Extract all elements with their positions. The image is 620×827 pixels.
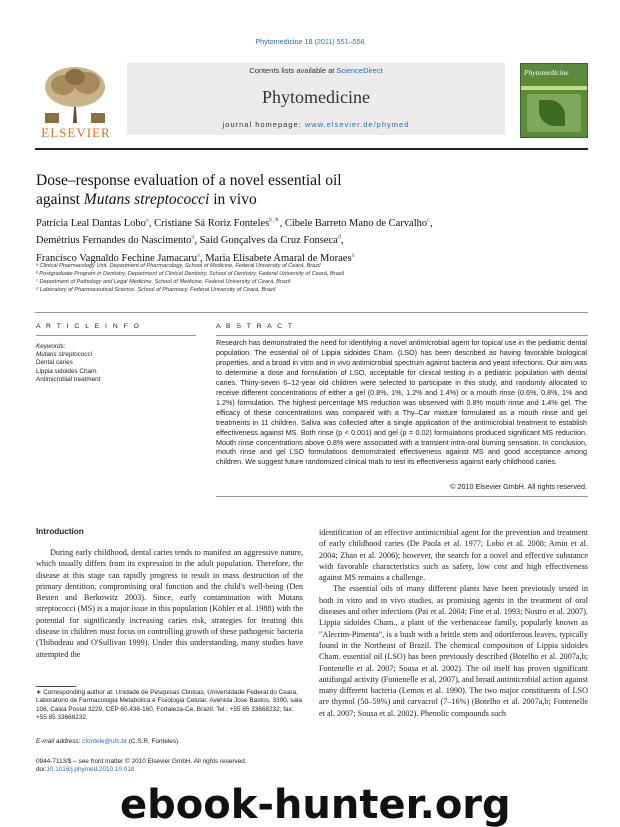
paragraph: identification of an effective antimicrobial agent for the prevention and treatment of early childhood caries (De Paola et al. 1977; Lobo et al. 2008; Amin et al. 2004; Zhan et al. 2006); however, the search for a novel and effective substance with favorable characteristics such as safety, low cost and high effectiveness against MS remains a challenge. xyxy=(319,528,588,583)
author-affiliation-marker[interactable]: a xyxy=(145,216,149,223)
copyright-line: © 2010 Elsevier GmbH. All rights reserved. xyxy=(450,482,587,491)
journal-homepage xyxy=(127,120,505,129)
author-affiliation-marker[interactable]: a xyxy=(351,251,355,258)
title-line-2-suffix: in vivo xyxy=(209,191,257,208)
introduction-heading: Introduction xyxy=(36,527,84,536)
body-column-right xyxy=(319,527,588,719)
title-line-2-prefix: against xyxy=(36,191,84,208)
sciencedirect-link[interactable]: ScienceDirect xyxy=(336,66,383,75)
abstract-rule xyxy=(216,335,588,336)
journal-header xyxy=(35,63,588,148)
doi-link[interactable]: 10.1016/j.phymed.2010.10.018 xyxy=(46,766,135,774)
homepage-prefix: journal homepage: xyxy=(222,120,305,129)
doi-line xyxy=(36,766,303,774)
affiliation: ᶜ Department of Pathology and Legal Medicine, School of Medicine, Federal University of Ceará, Brazil xyxy=(36,279,291,285)
abstract-text: Research has demonstrated the need for identifying a novel antimicrobial agent for topical use in the pediatric dental population. The essential oil of Lippia sidoides Cham. (LSO) has been described as having favorable biological properties, and a broad in vitro and in vivo antimicrobial spectrum against bacteria and yeast infections. Our aim was to determine a dose and formulation of LSO, acceptable for clinical testing in a pediatric population with dental caries. Thirty-seven 6–12-year old children were selected to participate in this study, and randomly allocated to receive different concentrations of either a gel (0.8%, 1%, 1.2% and 1.4%) or a mouth rinse (0.6%, 0.8%, 1% and 1.2%) formulation. The highest percentage MS reduction was observed with 0.8% mouth rinse and 1.4% gel. The efficacy of these concentrations was compared with a Thy–Car mixture formulated as a mouth rinse and gel treatments in 11 children. Saliva was collected after a single application of the antimicrobial treatment to establish effectiveness against MS. Both rinse (p < 0.001) and gel (p = 0.02) formulations produced significant MS reduction. Mouth rinse concentrations above 0.8% were associated with a transient intra-oral burning sensation. In conclusion, mouth rinse and gel LSO formulations demonstrated effectiveness against MS and good acceptance among children. We suggest future randomized clinical trials to test its effectiveness against early childhood caries. xyxy=(216,338,587,467)
keyword: Dental caries xyxy=(36,359,73,367)
keywords-block xyxy=(36,343,196,384)
corresponding-author-footnote: ∗ Corresponding author at: Unidade de Pesquisas Clinicas, Universidade Federal do Ceara, Laboratorio de Farmacologia Metabolica e Fisiologia Celular, Avenida Jose Bastos, 3390, sala 106, Caixa Postal 3229, CEP 60.436-160, Fortaleza-Ce, Brazil. Tel.: +55 85 33668232; fax: +55 85 33668232. xyxy=(36,689,302,721)
article-title xyxy=(36,171,576,209)
article-info-heading: A R T I C L E I N F O xyxy=(36,323,141,330)
author-affiliation-marker[interactable]: b,∗ xyxy=(269,216,280,223)
keyword: Mutans streptococci xyxy=(36,351,92,359)
journal-name: Phytomedicine xyxy=(262,87,370,107)
email-line xyxy=(36,738,303,745)
affiliation: ᵃ Clinical Pharmacology Unit, Department of Pharmacology, School of Medicine, Federal University of Ceará, Brazil xyxy=(36,263,321,269)
page-footer xyxy=(36,758,303,775)
journal-cover-thumbnail xyxy=(520,63,588,138)
affiliation: ᵇ Postgraduate Program in Dentistry, Department of Clinical Dentistry, School of Dentistry, Federal University of Ceará, Brazil xyxy=(36,271,344,277)
author[interactable]: Cristiane Sá Roriz Fonteles$^{b,∗}$, xyxy=(154,216,285,229)
abstract-bottom-rule xyxy=(216,496,588,497)
journal-citation[interactable]: Phytomedicine 18 (2011) 551–556 xyxy=(255,37,365,46)
watermark: ebook-hunter.org xyxy=(120,782,511,827)
keyword: Antimicrobial treatment xyxy=(36,375,101,383)
affiliation: ᵈ Laboratory of Pharmaceutical Science, School of Pharmacy, Federal University of Ceará, Brazil xyxy=(36,287,276,293)
author-list xyxy=(36,213,586,266)
author-affiliation-marker[interactable]: a xyxy=(191,233,195,241)
keyword: Lippia sidoides Cham. xyxy=(36,367,98,375)
paragraph: The essential oils of many different plants have been previously tested in both in vitro and in vivo studies, as promising agents in the treatment of oral diseases and other infections (Pai et al. 2004; Fine et al. 1993; Nostro et al. 2007). Lippia sidoides Cham., a plant of the verbenaceae family, popularly known as "Alecrim-Pimenta", is a bush with a brittle stem and odoriferous leaves, typically found in the Northeast of Brazil. The chemical composition of Lippia sidoides Cham. essential oil (LSO) has been previously described (Botelho et al. 2007a,b; Fontenelle et al. 2007; Sousa et al. 2002). The oil itself has proven significant antifungal activity (Fontenelle et al. 2007), and broad antimicrobial action against many different bacteria (Lemos et al. 1990). The two major constituents of LSO are thymol (50–59%) and carvacrol (7–16%) (Botelho et al. 2007a,b; Fontenelle et al. 2007; Sousa et al. 2002). Phenolic compounds such xyxy=(319,584,588,718)
elsevier-wordmark: ELSEVIER xyxy=(41,125,111,140)
abstract-heading: A B S T R A C T xyxy=(216,323,294,330)
author-affiliation-marker[interactable]: d xyxy=(337,233,342,241)
email-link[interactable]: cfontele@ufc.br xyxy=(82,738,128,745)
title-line-2 xyxy=(36,190,576,209)
author[interactable]: Patrícia Leal Dantas Lobo$^a$, xyxy=(36,216,155,229)
cover-title: Phytomedicine xyxy=(524,68,569,77)
footnote-rule xyxy=(36,686,76,687)
doi-label: doi: xyxy=(36,766,47,774)
affiliations xyxy=(36,262,586,294)
author[interactable]: Cibele Barreto Mano de Carvalho$^c$, xyxy=(284,216,433,229)
author[interactable]: Demétrius Fernandes do Nascimento$^a$, xyxy=(36,233,200,246)
author[interactable]: Maria Elisabete Amaral de Moraes$^a$ xyxy=(205,251,355,264)
article-info-rule xyxy=(36,335,196,336)
body-column-left: During early childhood, dental caries tends to manifest an aggressive nature, which usually differs from its expression in the adult population. Therefore, the disease at this stage can rapidly progress to result in mass destruction of the primary dentition, compromising oral function and the child's well-being (Den Besten and Berkowitz 2003). Since, early contamination with Mutans streptococci (MS) is a major issue in this population (Köhler et al. 1988) with the potential for significantly increasing caries risk, strategies for treating this disease in children must focus on controlling growth of these pathogenic bacteria (Thibodeau and O'Sullivan 1999). Under this understanding, many studies have attempted the xyxy=(36,548,303,659)
header-rule xyxy=(35,148,588,150)
homepage-link[interactable]: www.elsevier.de/phymed xyxy=(304,120,410,129)
contents-line xyxy=(127,66,505,75)
author[interactable]: Said Gonçalves da Cruz Fonseca$^d$, xyxy=(199,233,344,246)
contents-prefix: Contents lists available at xyxy=(249,66,337,75)
author[interactable]: Francisco Vagnaldo Fechine Jamacaru$^a$, xyxy=(36,251,206,264)
author-affiliation-marker[interactable]: a xyxy=(197,251,200,258)
cover-band xyxy=(521,86,587,90)
email-suffix: (C.S.R. Fonteles). xyxy=(127,738,180,745)
header-box xyxy=(127,63,505,135)
affiliation-rule xyxy=(35,312,588,313)
title-line-1: Dose–response evaluation of a novel essential oil xyxy=(36,172,342,189)
email-label: E-mail address: xyxy=(36,738,83,745)
front-matter-line: 0944-7113/$ – see front matter © 2010 Elsevier GmbH. All rights reserved. xyxy=(36,758,247,765)
author-affiliation-marker[interactable]: c xyxy=(427,216,431,223)
keywords-label: Keywords: xyxy=(36,343,66,350)
title-italic: Mutans streptococci xyxy=(83,191,210,208)
